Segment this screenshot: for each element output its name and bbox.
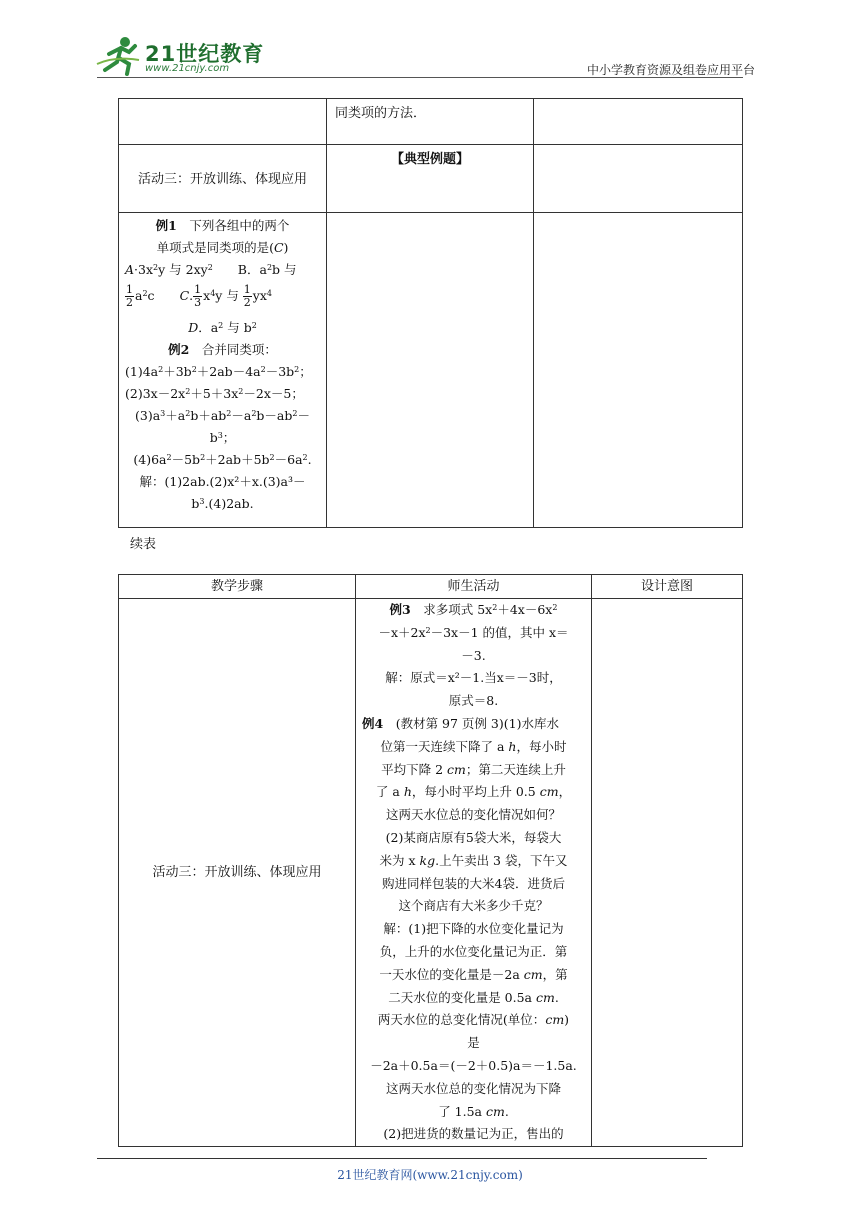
t1-r3-c3 bbox=[534, 213, 743, 528]
header-activity: 师生活动 bbox=[356, 575, 592, 599]
ex1-label: 例1 bbox=[155, 218, 177, 233]
ex1-answer: C bbox=[273, 240, 284, 255]
ex2-solution: 解：(1)2ab.(2)x²＋x.(3)a³－ bbox=[139, 474, 306, 489]
activity-label: 活动三：开放训练、体现应用 bbox=[137, 172, 307, 187]
t1-r3-c2 bbox=[327, 213, 534, 528]
typical-examples-heading: 【典型例题】 bbox=[390, 152, 469, 167]
logo-url: www.21cnjy.com bbox=[145, 63, 230, 74]
examples-1-2: 例1 下列各组中的两个 单项式是同类项的是(C) $A\cdot 3x^2y$ 与 $2xy^2$ B．$a^2b$ 与 $\frac{1}{2}$ $a^2c$ C. $\frac{1}{3}$ $x^4y$ 与 $\frac{1}{2}$ $yx^4$ D．$a^2$ 与 $b^2$ 例2 合并同类项： $(1)4a^2+3b^2+2ab-4a^2-3b^2$； $(2)3x-2x^2+5+3x^2-2x-5$； $(3)a^3+a^2b+ab^2-a^2b-ab^2-$ $b^3$； $(4)6a^2-5b^2+2ab+5b^2-6a^2$. 解：(1)2ab.(2)x²＋x.(3)a³－ $b^3.(4)2ab$. bbox=[125, 218, 312, 511]
header-intent: 设计意图 bbox=[592, 575, 743, 599]
footer-text: 21世纪教育网(www.21cnjy.com) bbox=[337, 1168, 523, 1182]
t1-r2-c3 bbox=[534, 145, 743, 213]
t2-activity-cell bbox=[356, 599, 592, 1147]
t1-r1-c1 bbox=[119, 99, 327, 145]
method-text: 同类项的方法． bbox=[335, 106, 427, 121]
t1-r1-c2 bbox=[327, 99, 534, 145]
ex4-label: 例4 bbox=[362, 715, 384, 731]
continued-label: 续表 bbox=[130, 537, 157, 552]
footer-divider bbox=[97, 1158, 707, 1159]
lesson-table-part2 bbox=[118, 574, 743, 1147]
lesson-table-part1 bbox=[118, 98, 743, 528]
examples-3-4: 例3 求多项式 $5x^2+4x-6x^2$ $-x+2x^2-3x-1$ 的值，其中 x＝ －3. 解：原式＝x²－1.当x＝－3时， 原式＝8. 例4 (教材第 97 页例 3)(1)水库水 位第一天连续下降了 a h，每小时 平均下降 2 cm；第二天连续上升 了 a h，每小时平均上升 0.5 cm， 这两天水位总的变化情况如何？ (2)某商店原有5袋大米，每袋大 米为 x kg.上午卖出 3 袋，下午又 购进同样包装的大米4袋．进货后 这个商店有大米多少千克？ 解：(1)把下降的水位变化量记为 负，上升的水位变化量记为正．第 一天水位的变化量是－2a cm，第 二天水位的变化量是 0.5a cm. 两天水位的总变化情况(单位：cm) 是 －2a＋0.5a＝(－2＋0.5)a＝－1.5a. 这两天水位总的变化情况为下降 了 1.5a cm. (2)把进货的数量记为正，售出的 bbox=[362, 602, 577, 1142]
header-step: 教学步骤 bbox=[119, 575, 356, 599]
ex2-label: 例2 bbox=[168, 342, 190, 357]
t1-r3-c1 bbox=[119, 213, 327, 528]
t2-step-cell bbox=[119, 599, 356, 1147]
header-divider bbox=[97, 77, 743, 78]
t1-r2-c1 bbox=[119, 145, 327, 213]
t1-r2-c2 bbox=[327, 145, 534, 213]
ex3-label: 例3 bbox=[389, 602, 411, 617]
t1-r1-c3 bbox=[534, 99, 743, 145]
header-platform-text: 中小学教育资源及组卷应用平台 bbox=[586, 63, 755, 77]
logo-text: 21世纪教育 bbox=[145, 42, 265, 66]
activity-label-2: 活动三：开放训练、体现应用 bbox=[152, 864, 322, 880]
t2-intent-cell bbox=[592, 599, 743, 1147]
